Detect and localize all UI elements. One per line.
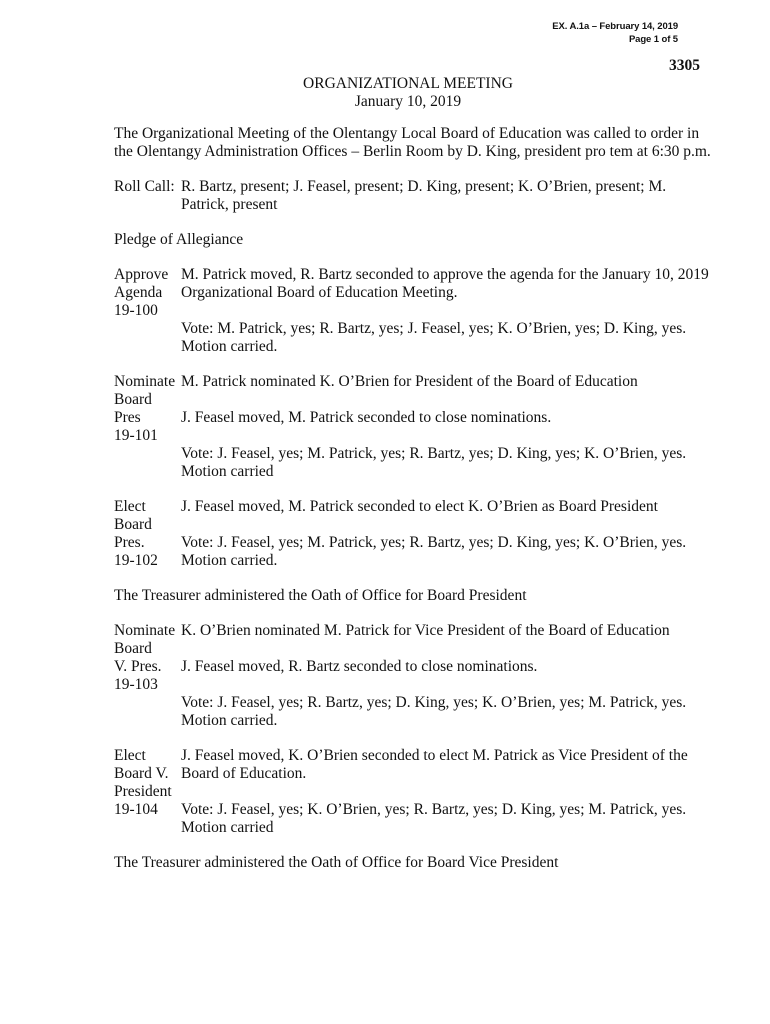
page-number: 3305 <box>669 57 700 74</box>
motion-text: Vote: J. Feasel, yes; R. Bartz, yes; D. King, yes; K. O’Brien, yes; M. Patrick, yes. <box>181 694 687 711</box>
oath-vice-president-line: The Treasurer administered the Oath of Office for Board Vice President <box>114 854 559 871</box>
motion-text <box>181 783 714 801</box>
motion-row <box>114 463 714 481</box>
motion-text: Vote: M. Patrick, yes; R. Bartz, yes; J. Feasel, yes; K. O’Brien, yes; D. King, yes. <box>181 320 687 337</box>
motion-item <box>114 266 714 356</box>
motion-row <box>114 552 714 570</box>
motion-row <box>114 747 714 765</box>
exhibit-stamp <box>552 20 678 46</box>
motion-label: 19-101 <box>114 427 158 444</box>
motion-row <box>114 338 714 356</box>
motion-text: J. Feasel moved, R. Bartz seconded to close nominations. <box>181 658 538 675</box>
motion-label: Nominate <box>114 373 176 390</box>
motion-row <box>114 658 714 676</box>
motion-label: Pres. <box>114 534 145 551</box>
motion-row <box>114 765 714 783</box>
motion-row <box>114 819 714 837</box>
motion-row <box>114 445 714 463</box>
motion-text: M. Patrick nominated K. O’Brien for President of the Board of Education <box>181 373 638 390</box>
motion-text: K. O’Brien nominated M. Patrick for Vice President of the Board of Education <box>181 622 670 639</box>
motion-label: President <box>114 783 172 800</box>
motion-label: Approve <box>114 266 169 283</box>
motion-label: V. Pres. <box>114 658 162 675</box>
pledge-line: Pledge of Allegiance <box>114 231 244 248</box>
motion-text: Motion carried. <box>181 552 278 569</box>
roll-call-label: Roll Call: <box>114 178 175 195</box>
motion-label <box>114 445 181 463</box>
title-date: January 10, 2019 <box>354 93 462 110</box>
motion-text: Motion carried <box>181 819 274 836</box>
motion-text <box>181 640 714 658</box>
page-of-line: Page 1 of 5 <box>628 34 678 45</box>
motion-item <box>114 373 714 481</box>
motion-label <box>114 320 181 338</box>
motion-row <box>114 801 714 819</box>
oath-president-line: The Treasurer administered the Oath of Office for Board President <box>114 587 527 604</box>
motion-row <box>114 498 714 516</box>
motion-text: J. Feasel moved, M. Patrick seconded to close nominations. <box>181 409 552 426</box>
meeting-title <box>0 75 770 111</box>
motion-label: Elect <box>114 747 146 764</box>
motion-text: Vote: J. Feasel, yes; K. O’Brien, yes; R. Bartz, yes; D. King, yes; M. Patrick, yes. <box>181 801 687 818</box>
roll-call <box>114 178 714 214</box>
motion-text: Motion carried <box>181 463 274 480</box>
motion-label <box>114 463 181 481</box>
motion-item <box>114 498 714 570</box>
motion-label: Agenda <box>114 284 163 301</box>
motion-label: Nominate <box>114 622 176 639</box>
motion-row <box>114 373 714 391</box>
motion-item <box>114 622 714 730</box>
motion-label <box>114 338 181 356</box>
motion-row <box>114 783 714 801</box>
motion-label: Board <box>114 640 152 657</box>
motion-row <box>114 320 714 338</box>
motion-text: Board of Education. <box>181 765 307 782</box>
motion-text <box>181 302 714 320</box>
motion-row <box>114 676 714 694</box>
motion-label: Board <box>114 516 152 533</box>
motion-label: Elect <box>114 498 146 515</box>
motion-row <box>114 302 714 320</box>
motion-label <box>114 694 181 712</box>
intro-paragraph: The Organizational Meeting of the Olentangy Local Board of Education was called to order in the Olentangy Administration Offices – Berlin Room by D. King, president pro tem at 6:30 p.m. <box>114 125 711 160</box>
motion-row <box>114 409 714 427</box>
motion-row <box>114 712 714 730</box>
motion-text: J. Feasel moved, M. Patrick seconded to elect K. O’Brien as Board President <box>181 498 658 515</box>
motion-label: Pres <box>114 409 141 426</box>
motion-item <box>114 747 714 837</box>
motion-text <box>181 516 714 534</box>
motion-text: Organizational Board of Education Meeting. <box>181 284 458 301</box>
motion-label: Board V. <box>114 765 169 782</box>
motion-text: Motion carried. <box>181 712 278 729</box>
motion-label <box>114 819 181 837</box>
motion-row <box>114 622 714 640</box>
motion-row <box>114 640 714 658</box>
motion-text: M. Patrick moved, R. Bartz seconded to approve the agenda for the January 10, 2019 <box>181 266 709 283</box>
motion-row <box>114 427 714 445</box>
roll-call-line: Patrick, present <box>181 196 278 213</box>
motion-label: Board <box>114 391 152 408</box>
minutes-body <box>114 125 714 872</box>
motion-text <box>181 427 714 445</box>
roll-call-line: R. Bartz, present; J. Feasel, present; D. King, present; K. O’Brien, present; M. <box>181 178 667 195</box>
motion-text: Motion carried. <box>181 338 278 355</box>
motion-row <box>114 391 714 409</box>
motion-row <box>114 266 714 284</box>
motion-text <box>181 391 714 409</box>
motion-text: J. Feasel moved, K. O’Brien seconded to elect M. Patrick as Vice President of the <box>181 747 688 764</box>
exhibit-line: EX. A.1a – February 14, 2019 <box>552 21 678 32</box>
title-line: ORGANIZATIONAL MEETING <box>303 75 513 92</box>
motion-label: 19-104 <box>114 801 158 818</box>
motion-label: 19-102 <box>114 552 158 569</box>
motion-text <box>181 676 714 694</box>
motion-label <box>114 712 181 730</box>
motion-text: Vote: J. Feasel, yes; M. Patrick, yes; R. Bartz, yes; D. King, yes; K. O’Brien, yes. <box>181 445 687 462</box>
motion-label: 19-103 <box>114 676 158 693</box>
motion-text: Vote: J. Feasel, yes; M. Patrick, yes; R. Bartz, yes; D. King, yes; K. O’Brien, yes. <box>181 534 687 551</box>
motion-row <box>114 694 714 712</box>
motion-label: 19-100 <box>114 302 158 319</box>
motion-row <box>114 534 714 552</box>
motion-row <box>114 284 714 302</box>
motion-row <box>114 516 714 534</box>
